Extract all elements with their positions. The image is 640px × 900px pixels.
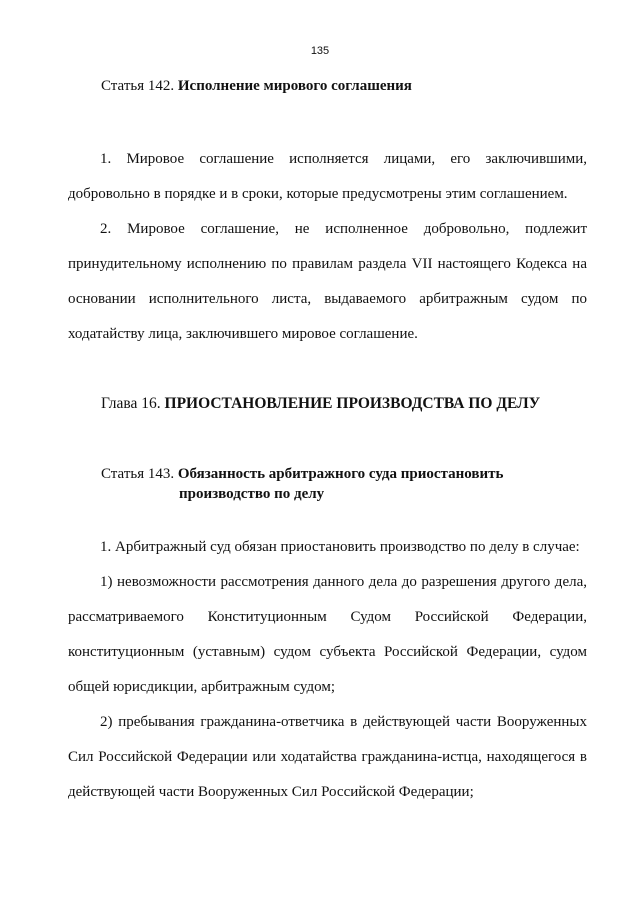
page-number: 135 — [310, 45, 330, 57]
article-143-title-line-2: производство по делу — [179, 486, 325, 502]
article-142-label: Статья 142. — [101, 78, 175, 94]
article-143-heading — [101, 464, 503, 504]
article-143-paragraph-1: 1. Арбитражный суд обязан приостановить производство по делу в случае: — [100, 539, 580, 555]
article-142-paragraph-1: 1. Мировое соглашение исполняется лицами, его заключившими, добровольно в порядке и в сроки, которые предусмотрены этим соглашением. — [68, 151, 587, 202]
article-143-item-1: 1) невозможности рассмотрения данного дела до разрешения другого дела, рассматриваемого Конституционным Судом Российской Федерации, конституционным (уставным) судом субъекта Российской Федерации, судом общей юрисдикции, арбитражным судом; — [68, 574, 587, 695]
chapter-16-title: ПРИОСТАНОВЛЕНИЕ ПРОИЗВОДСТВА ПО ДЕЛУ — [164, 395, 541, 412]
article-142-heading — [101, 76, 412, 96]
article-143-title-line-1: Обязанность арбитражного суда приостановить — [177, 466, 504, 482]
article-143-item-2: 2) пребывания гражданина-ответчика в действующей части Вооруженных Сил Российской Федерации или ходатайства гражданина-истца, находящегося в действующей части Вооруженных Сил Российской Федерации; — [68, 714, 587, 800]
article-142-paragraph-2: 2. Мировое соглашение, не исполненное добровольно, подлежит принудительному исполнению по правилам раздела VII настоящего Кодекса на основании исполнительного листа, выдаваемого арбитражным судом по ходатайству лица, заключившего мировое соглашение. — [68, 221, 587, 342]
chapter-16-heading — [101, 394, 540, 414]
chapter-16-label: Глава 16. — [101, 395, 161, 412]
article-142-title: Исполнение мирового соглашения — [177, 78, 412, 94]
article-143-label: Статья 143. — [101, 466, 175, 482]
